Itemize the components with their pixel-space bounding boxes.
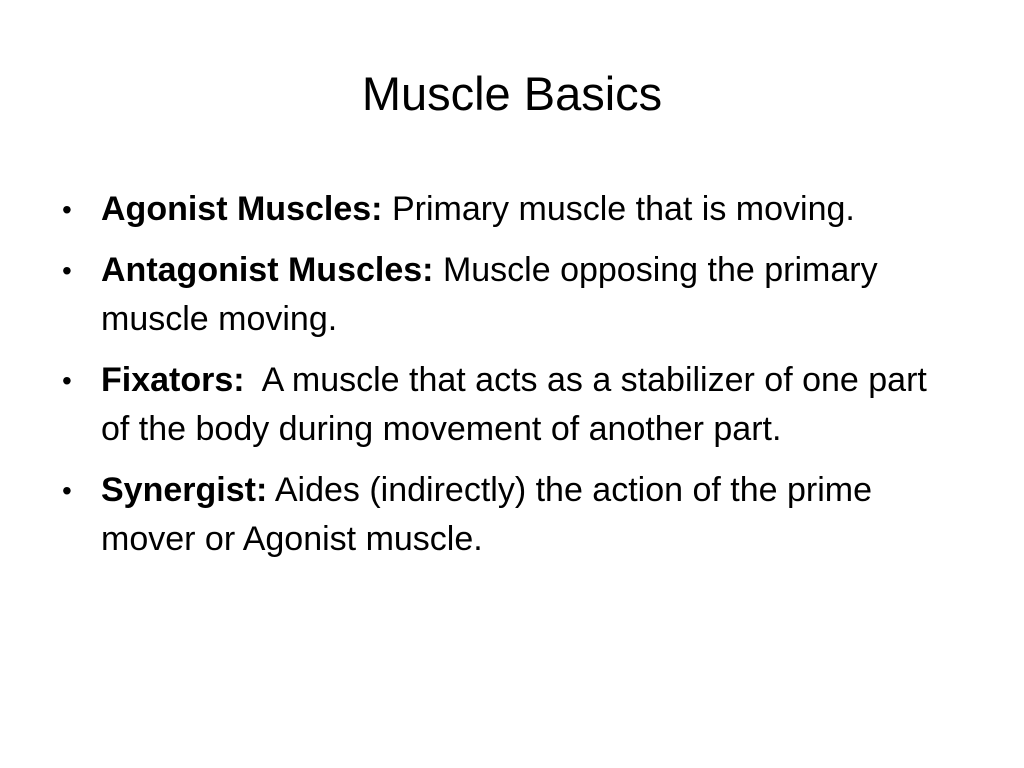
bullet-term: Antagonist Muscles: [101,251,434,289]
bullet-icon: • [62,365,72,396]
bullet-icon: • [62,475,72,506]
bullet-icon: • [62,194,72,225]
bullet-item-antagonist [60,246,960,344]
bullet-definition: Primary muscle that is moving. [391,190,855,228]
bullet-list [60,185,960,576]
bullet-definition: Aides (indirectly) the action of the prime mover or Agonist muscle. [101,471,873,558]
bullet-icon: • [62,255,72,286]
bullet-term: Agonist Muscles: [101,190,383,228]
slide-title: Muscle Basics [361,67,663,120]
bullet-term: Synergist: [101,471,268,509]
bullet-item-agonist [60,185,960,234]
bullet-definition: A muscle that acts as a stabilizer of one part of the body during movement of another part. [101,361,927,448]
bullet-item-fixators [60,356,960,454]
bullet-definition: Muscle opposing the primary muscle moving. [101,251,878,338]
bullet-term: Fixators: [101,361,245,399]
bullet-item-synergist [60,466,960,564]
